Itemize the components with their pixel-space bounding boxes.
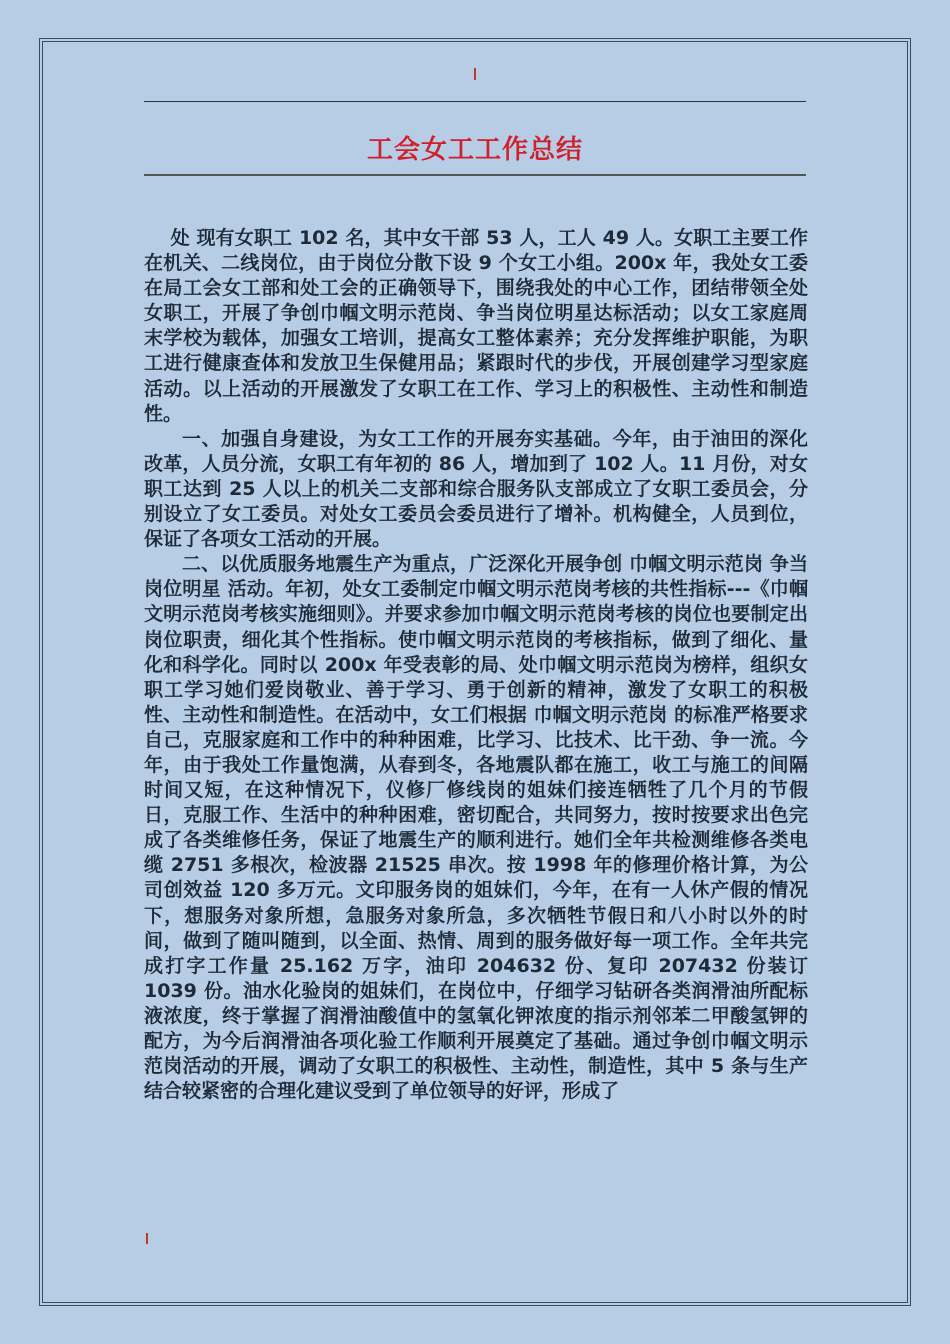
document-title: 工会女工工作总结: [366, 135, 583, 165]
title-rule: [144, 174, 806, 176]
header-rule: [144, 101, 806, 102]
paragraph-section-1: 一、加强自身建设，为女工工作的开展夯实基础。今年，由于油田的深化改革，人员分流，女职工有年初的 86 人，增加到了 102 人。11 月份，对女职工达到 25 人以上的机关二支部和综合服务队支部成立了女职工委员会，分别设立了女工委员。对处女工委员会委员进行了增补。机构健全，人员到位，保证了各项女工活动的开展。: [144, 427, 808, 551]
footer-mark: [146, 1233, 148, 1244]
document-body: [144, 226, 808, 1104]
header-mark: [474, 68, 476, 80]
paragraph-section-2: 二、以优质服务地震生产为重点，广泛深化开展争创 巾帼文明示范岗 争当 岗位明星 活动。年初，处女工委制定巾帼文明示范岗考核的共性指标---《巾帼文明示范岗考核实施细则》。并要求参加巾帼文明示范岗考核的岗位也要制定出岗位职责，细化其个性指标。使巾帼文明示范岗的考核指标，做到了细化、量化和科学化。同时以 200x 年受表彰的局、处巾帼文明示范岗为榜样，组织女职工学习她们爱岗敬业、善于学习、勇于创新的精神，激发了女职工的积极性、主动性和制造性。在活动中，女工们根据 巾帼文明示范岗 的标准严格要求自己，克服家庭和工作中的种种困难，比学习、比技术、比干劲、争一流。今年，由于我处工作量饱满，从春到冬，各地震队都在施工，收工与施工的间隔时间又短，在这种情况下，仪修厂修线岗的姐妹们接连牺牲了几个月的节假日，克服工作、生活中的种种困难，密切配合，共同努力，按时按要求出色完成了各类维修任务，保证了地震生产的顺利进行。她们全年共检测维修各类电缆 2751 多根次，检波器 21525 串次。按 1998 年的修理价格计算，为公司创效益 120 多万元。文印服务岗的姐妹们，今年，在有一人休产假的情况下，想服务对象所想，急服务对象所急，多次牺牲节假日和八小时以外的时间，做到了随叫随到，以全面、热情、周到的服务做好每一项工作。全年共完成打字工作量 25.162 万字，油印 204632 份、复印 207432 份装订 1039 份。油水化验岗的姐妹们，在岗位中，仔细学习钻研各类润滑油所配标液浓度，终于掌握了润滑油酸值中的氢氧化钾浓度的指示剂邻苯二甲酸氢钾的配方，为今后润滑油各项化验工作顺利开展奠定了基础。通过争创巾帼文明示范岗活动的开展，调动了女职工的积极性、主动性，制造性，其中 5 条与生产结合较紧密的合理化建议受到了单位领导的好评，形成了: [144, 553, 808, 1103]
paragraph-intro: 处 现有女职工 102 名，其中女干部 53 人，工人 49 人。女职工主要工作在机关、二线岗位，由于岗位分散下设 9 个女工小组。200x 年，我处女工委在局工会女工部和处工会的正确领导下，围绕我处的中心工作，团结带领全处女职工，开展了争创巾帼文明示范岗、争当岗位明星达标活动；以女工家庭周末学校为载体，加强女工培训，提高女工整体素养；充分发挥维护职能，为职工进行健康查体和发放卫生保健用品；紧跟时代的步伐，开展创建学习型家庭活动。以上活动的开展激发了女职工在工作、学习上的积极性、主动性和制造性。: [144, 227, 808, 425]
